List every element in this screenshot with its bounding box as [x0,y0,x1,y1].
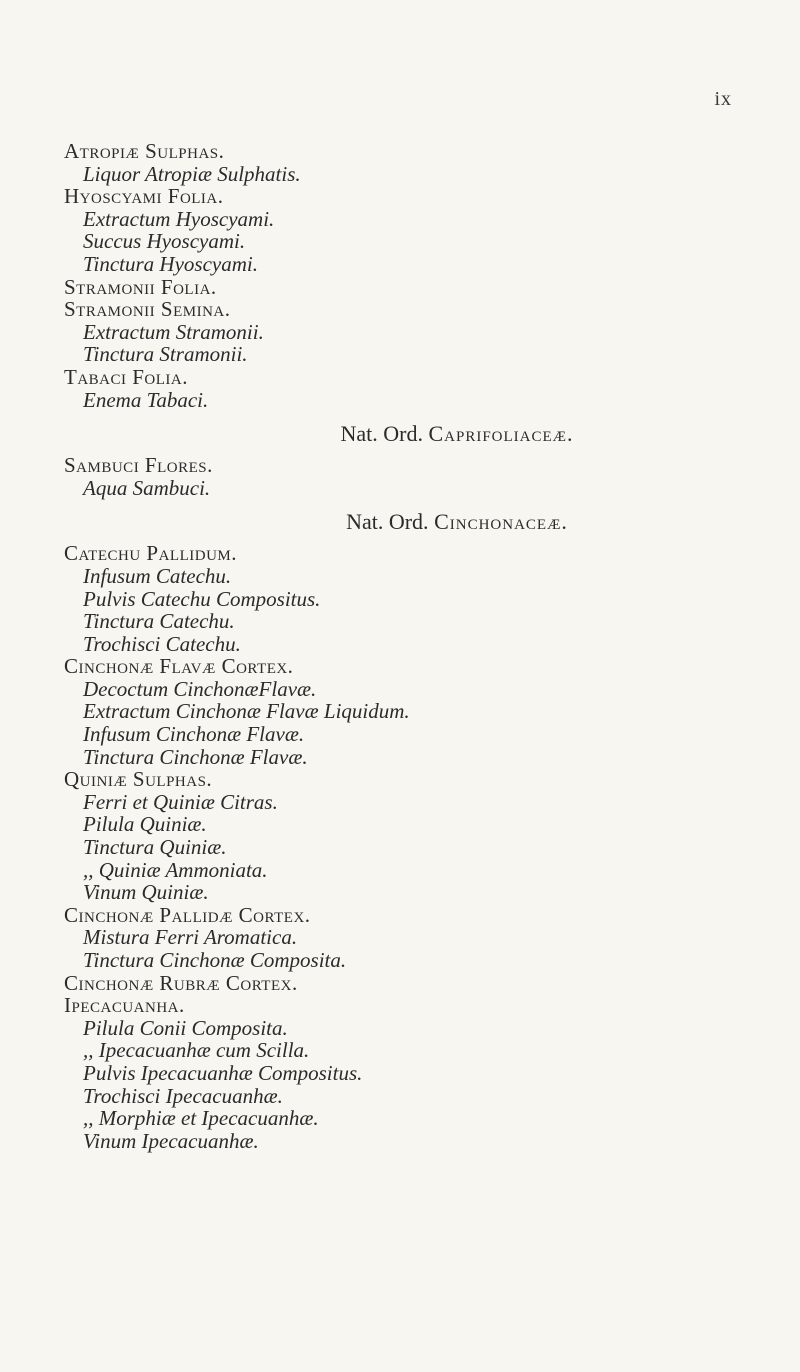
drug-heading: Stramonii Folia. [64,274,217,299]
natural-order-prefix: Nat. Ord. [346,509,429,535]
drug-heading: Sambuci Flores. [64,453,213,478]
preparation-item: Mistura Ferri Aromatica. [83,925,298,950]
drug-heading: Catechu Pallidum. [64,541,238,566]
drug-heading: Cinchonæ Flavæ Cortex. [64,654,294,679]
natural-order-heading [64,421,754,446]
natural-order-prefix: Nat. Ord. [340,421,423,447]
page-number: ix [714,88,732,110]
preparation-item: Ferri et Quiniæ Citras. [83,789,278,814]
preparation-item: Tinctura Catechu. [83,609,235,634]
preparation-item: Tinctura Hyoscyami. [83,251,258,276]
preparation-item: Infusum Cinchonæ Flavæ. [83,722,305,747]
drug-heading: Hyoscyami Folia. [64,184,224,209]
natural-order-heading [64,509,754,534]
preparation-item: Tinctura Cinchonæ Composita. [83,948,347,972]
preparation-item: Extractum Stramonii. [83,319,264,344]
preparation-item: Trochisci Catechu. [83,631,241,656]
page-body [64,140,754,1152]
preparation-item: Succus Hyoscyami. [83,229,246,254]
drug-heading: Cinchonæ Rubræ Cortex. [64,970,298,995]
drug-heading: Cinchonæ Pallidæ Cortex. [64,902,311,927]
drug-heading: Stramonii Semina. [64,297,231,322]
preparation-item: Extractum Cinchonæ Flavæ Liquidum. [83,699,410,724]
entry-list [64,140,754,1152]
preparation-item: Pilula Conii Composita. [83,1015,288,1040]
drug-heading: Tabaci Folia. [64,364,188,389]
preparation-item: Infusum Catechu. [83,563,232,588]
preparation-item: Enema Tabaci. [83,387,209,412]
preparation-item: Tinctura Cinchonæ Flavæ. [83,744,308,769]
preparation-item: Decoctum CinchonæFlavæ. [83,676,317,701]
drug-heading: Quiniæ Sulphas. [64,767,213,792]
preparation-item: ,, Ipecacuanhæ cum Scilla. [83,1038,310,1063]
preparation-item: Pilula Quiniæ. [83,812,207,837]
preparation-item: Liquor Atropiæ Sulphatis. [83,161,301,186]
preparation-item: Extractum Hyoscyami. [83,206,275,231]
preparation-item: Pulvis Ipecacuanhæ Compositus. [83,1060,363,1085]
preparation-item: Pulvis Catechu Compositus. [83,586,321,611]
drug-heading: Ipecacuanha. [64,993,185,1018]
preparation-item: ,, Quiniæ Ammoniata. [83,857,268,882]
preparation-item: Tinctura Stramonii. [83,342,248,367]
preparation-item: Tinctura Quiniæ. [83,835,227,860]
preparation-item: ,, Morphiæ et Ipecacuanhæ. [83,1106,319,1131]
preparation-item: Aqua Sambuci. [83,475,211,500]
preparation-item: Vinum Quiniæ. [83,880,209,905]
drug-heading: Atropiæ Sulphas. [64,139,225,163]
preparation-item: Vinum Ipecacuanhæ. [83,1128,259,1153]
preparation-item: Trochisci Ipecacuanhæ. [83,1083,283,1108]
natural-order-name: Caprifoliaceæ. [428,421,574,447]
natural-order-name: Cinchonaceæ. [434,509,568,535]
